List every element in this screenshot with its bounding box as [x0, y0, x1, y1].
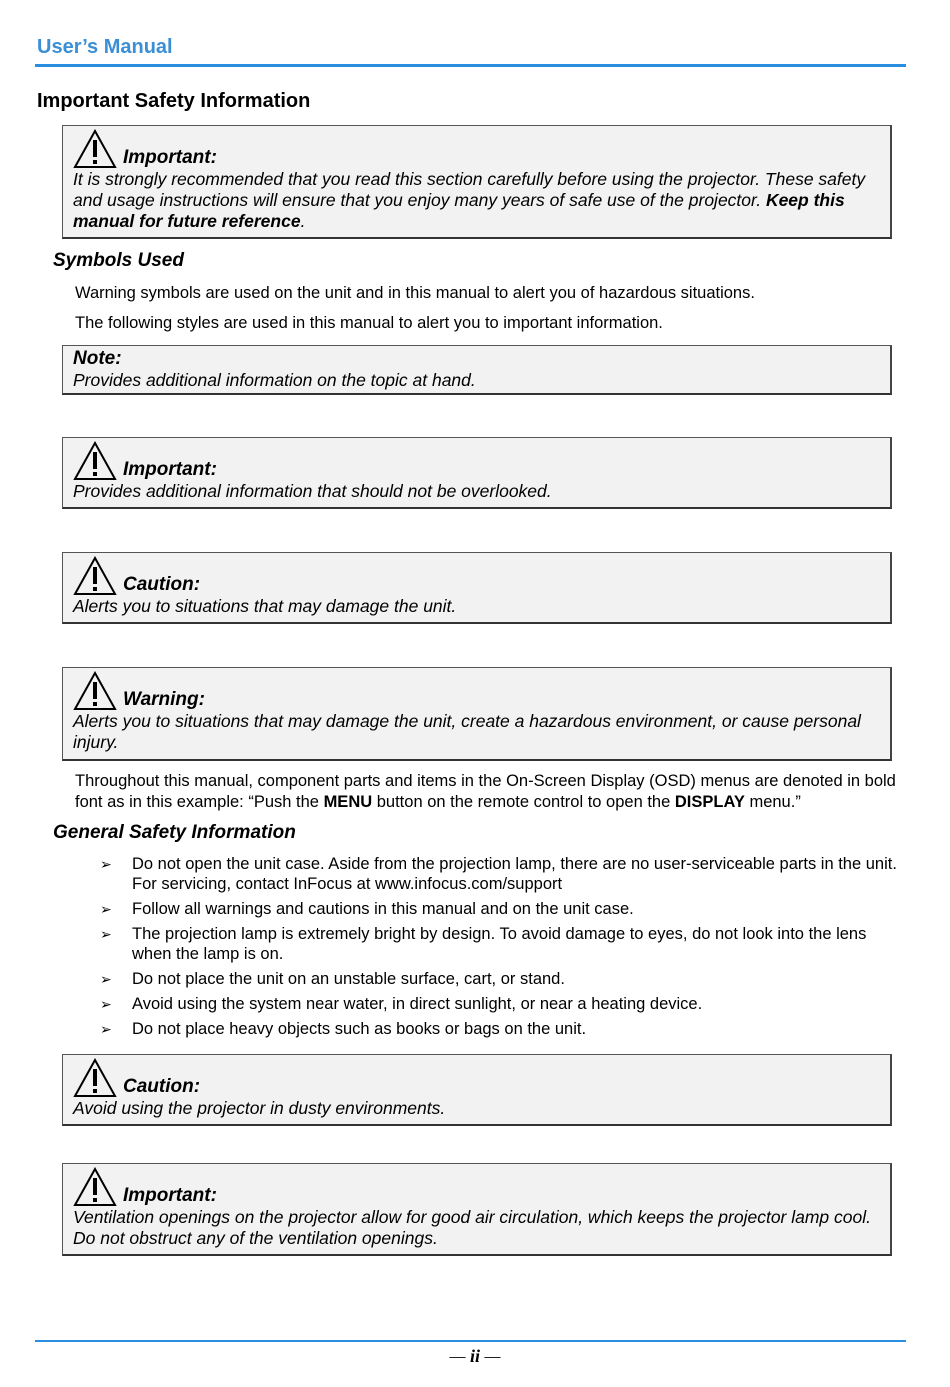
box-label: Caution:	[123, 1076, 201, 1097]
box-text: Avoid using the projector in dusty environments.	[73, 1098, 446, 1118]
warning-triangle-icon	[73, 1167, 117, 1207]
symbols-para-1: Warning symbols are used on the unit and in this manual to alert you of hazardous situations.	[75, 284, 755, 302]
important-box	[62, 437, 892, 509]
arrowhead-bullet-icon: ➢	[100, 901, 112, 917]
arrowhead-bullet-icon: ➢	[100, 971, 112, 987]
box-text: Alerts you to situations that may damage the unit.	[73, 596, 457, 616]
warning-triangle-icon	[73, 441, 117, 481]
symbols-para-2: The following styles are used in this manual to alert you to important information.	[75, 314, 663, 332]
box-label: Important:	[123, 1185, 217, 1206]
list-item: ➢ Do not open the unit case. Aside from the projection lamp, there are no user-serviceable parts in the unit. For servicing, contact InFocus at www.infocus.com/support	[100, 855, 897, 893]
symbols-title: Symbols Used	[53, 250, 184, 271]
arrowhead-bullet-icon: ➢	[100, 1021, 112, 1037]
box-text: Provides additional information on the topic at hand.	[73, 370, 476, 390]
display-bold: DISPLAY	[674, 793, 745, 811]
intro-important-box	[62, 125, 892, 239]
box-text: Ventilation openings on the projector allow for good air circulation, which keeps the projector lamp cool. Do not obstruct any of the ventilation openings.	[73, 1207, 871, 1248]
important-box-ventilation	[62, 1163, 892, 1256]
list-item: ➢ Do not place heavy objects such as books or bags on the unit.	[100, 1020, 587, 1038]
arrowhead-bullet-icon: ➢	[100, 926, 112, 942]
arrowhead-bullet-icon: ➢	[100, 996, 112, 1012]
page-number: — ii —	[449, 1346, 501, 1366]
warning-triangle-icon	[73, 671, 117, 711]
box-label: Caution:	[123, 574, 201, 595]
caution-box-dust	[62, 1054, 892, 1126]
box-text: Alerts you to situations that may damage the unit, create a hazardous environment, or cause personal injury.	[73, 711, 861, 752]
box-label: Important:	[123, 459, 217, 480]
box-label: Warning:	[123, 689, 205, 710]
warning-box	[62, 667, 892, 761]
footer-rule	[35, 1340, 906, 1342]
box-text: Provides additional information that should not be overlooked.	[73, 481, 552, 501]
osd-paragraph: Throughout this manual, component parts and items in the On-Screen Display (OSD) menus are denoted in bold font as in this example: “Push the MENU button on the remote control to open the DISPLAY menu.”	[75, 772, 896, 811]
general-safety-title: General Safety Information	[53, 822, 296, 843]
bold-emphasis: Keep this manual for future reference	[73, 190, 845, 231]
box-text: It is strongly recommended that you read this section carefully before using the projector. These safety and usage instructions will ensure that you enjoy many years of safe use of the projector. Keep this manual for future reference.	[73, 169, 866, 231]
box-label: Note:	[73, 348, 122, 369]
menu-bold: MENU	[323, 793, 373, 811]
list-item: ➢ Follow all warnings and cautions in this manual and on the unit case.	[100, 900, 634, 918]
warning-triangle-icon	[73, 1058, 117, 1098]
warning-triangle-icon	[73, 556, 117, 596]
arrowhead-bullet-icon: ➢	[100, 856, 112, 872]
note-box	[62, 345, 892, 395]
list-item: ➢ The projection lamp is extremely bright by design. To avoid damage to eyes, do not look into the lens when the lamp is on.	[100, 925, 867, 963]
list-item: ➢ Do not place the unit on an unstable surface, cart, or stand.	[100, 970, 565, 988]
box-label: Important:	[123, 147, 217, 168]
warning-triangle-icon	[73, 129, 117, 169]
safety-list	[100, 854, 900, 1044]
section-title: Important Safety Information	[37, 90, 311, 112]
header-rule	[35, 64, 906, 67]
caution-box	[62, 552, 892, 624]
header-title: User’s Manual	[37, 36, 173, 58]
list-item: ➢ Avoid using the system near water, in direct sunlight, or near a heating device.	[100, 995, 703, 1013]
